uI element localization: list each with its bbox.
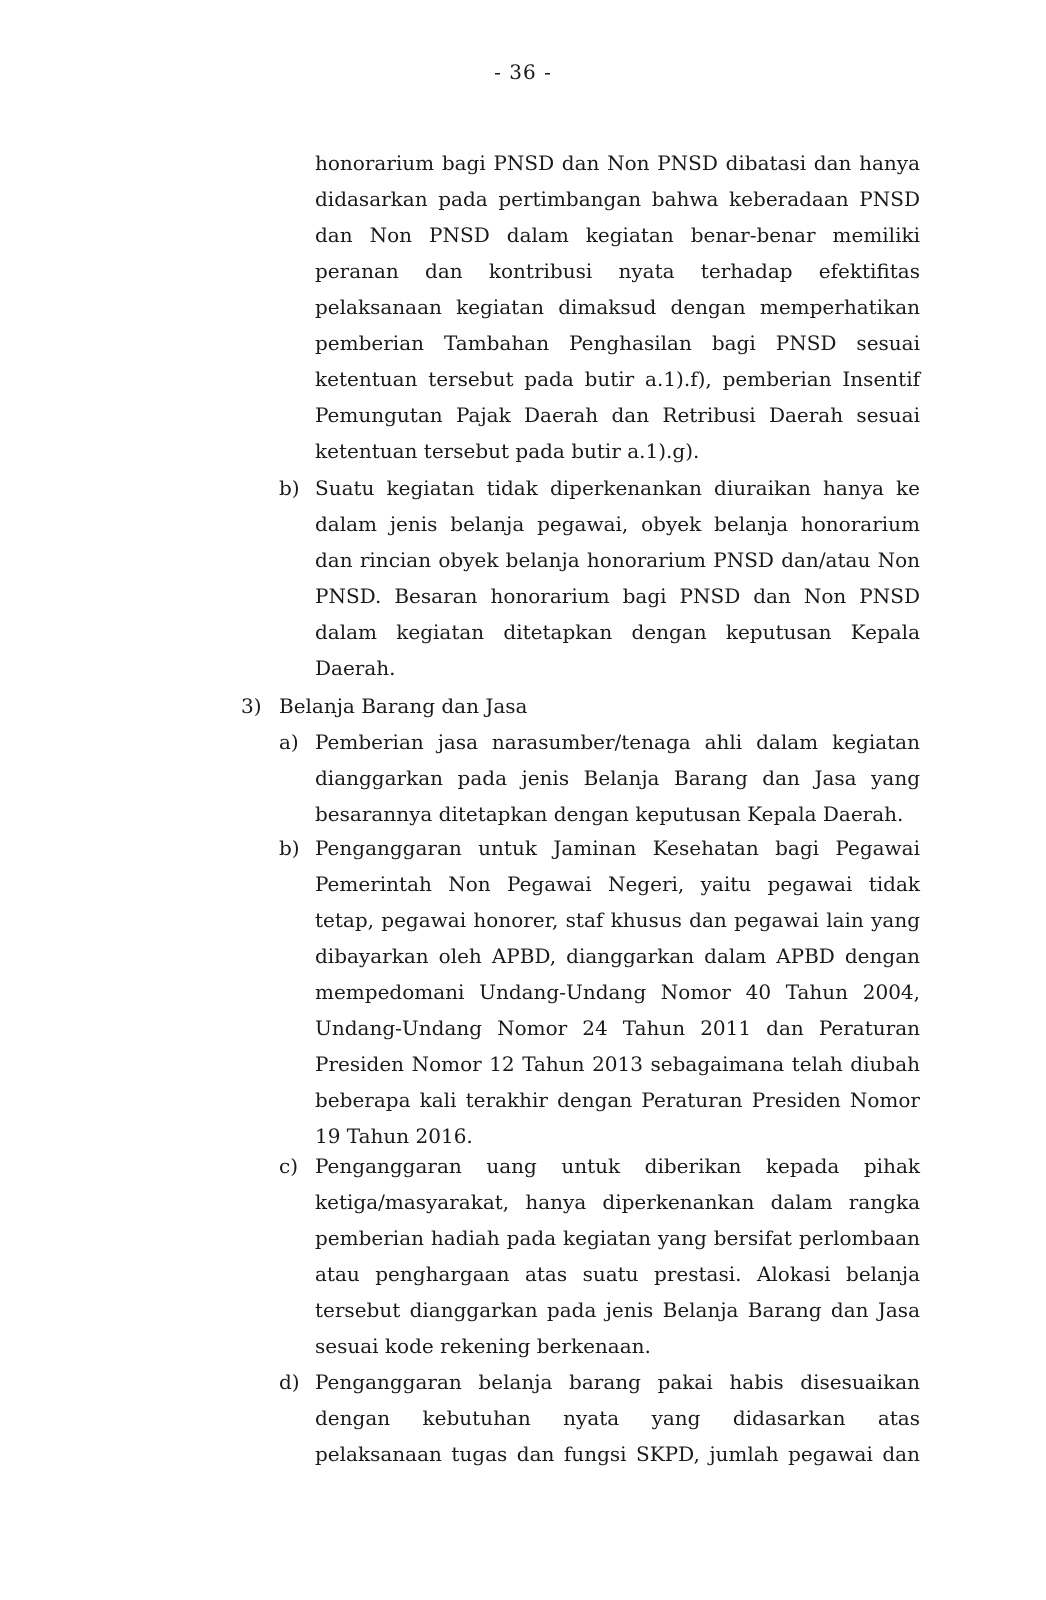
list-marker-2b: b) [279, 476, 300, 500]
section-3-title: Belanja Barang dan Jasa [279, 694, 528, 718]
list-marker-3a: a) [279, 730, 299, 754]
list-marker-3c: c) [279, 1154, 299, 1178]
list-item-3a-text: Pemberian jasa narasumber/tenaga ahli dalam kegiatan dianggarkan pada jenis Belanja Barang dan Jasa yang besarannya ditetapkan dengan keputusan Kepala Daerah. [315, 730, 920, 826]
page-number: - 36 - [494, 60, 552, 84]
list-marker-3b: b) [279, 836, 300, 860]
list-marker-3d: d) [279, 1370, 300, 1394]
list-item-3b-text: Penganggaran untuk Jaminan Kesehatan bagi Pegawai Pemerintah Non Pegawai Negeri, yaitu pegawai tidak tetap, pegawai honorer, staf khusus dan pegawai lain yang dibayarkan oleh APBD, dianggarkan dalam APBD dengan mempedomani Undang-Undang Nomor 40 Tahun 2004, Undang-Undang Nomor 24 Tahun 2011 dan Peraturan Presiden Nomor 12 Tahun 2013 sebagaimana telah diubah beberapa kali terakhir dengan Peraturan Presiden Nomor 19 Tahun 2016. [315, 836, 920, 1148]
intro-paragraph: honorarium bagi PNSD dan Non PNSD dibatasi dan hanya didasarkan pada pertimbangan bahwa keberadaan PNSD dan Non PNSD dalam kegiatan benar-benar memiliki peranan dan kontribusi nyata terhadap efektifitas pelaksanaan kegiatan dimaksud dengan memperhatikan pemberian Tambahan Penghasilan bagi PNSD sesuai ketentuan tersebut pada butir a.1).f), pemberian Insentif Pemungutan Pajak Daerah dan Retribusi Daerah sesuai ketentuan tersebut pada butir a.1).g). [315, 151, 920, 463]
list-item-2b-text: Suatu kegiatan tidak diperkenankan diuraikan hanya ke dalam jenis belanja pegawai, obyek belanja honorarium dan rincian obyek belanja honorarium PNSD dan/atau Non PNSD. Besaran honorarium bagi PNSD dan Non PNSD dalam kegiatan ditetapkan dengan keputusan Kepala Daerah. [315, 476, 920, 680]
section-3-marker: 3) [241, 694, 262, 718]
list-item-3c-text: Penganggaran uang untuk diberikan kepada pihak ketiga/masyarakat, hanya diperkenankan dalam rangka pemberian hadiah pada kegiatan yang bersifat perlombaan atau penghargaan atas suatu prestasi. Alokasi belanja tersebut dianggarkan pada jenis Belanja Barang dan Jasa sesuai kode rekening berkenaan. [315, 1154, 920, 1358]
list-item-3d-text: Penganggaran belanja barang pakai habis disesuaikan dengan kebutuhan nyata yang didasarkan atas pelaksanaan tugas dan fungsi SKPD, jumlah pegawai dan [315, 1370, 920, 1466]
